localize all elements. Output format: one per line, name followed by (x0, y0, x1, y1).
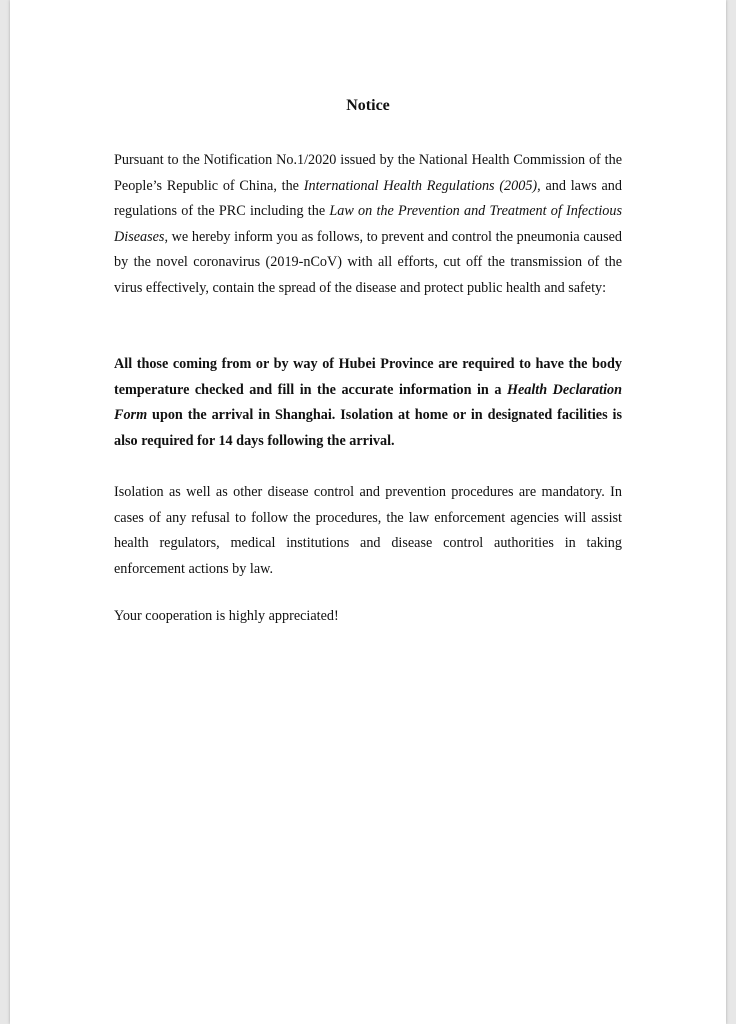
closing-paragraph (114, 604, 622, 630)
notice-title: Notice (346, 97, 390, 114)
intro-paragraph (114, 148, 622, 302)
enforcement-paragraph (114, 480, 622, 582)
enforcement-text: Isolation as well as other disease control and prevention procedures are mandatory. In cases of any refusal to follow the procedures, the law enforcement agencies will assist health regulators, medical institutions and disease control authorities in taking enforcement actions by law. (114, 484, 622, 577)
requirement-paragraph (114, 352, 622, 454)
document-page (10, 0, 726, 1024)
intro-text-part-1: Pursuant to the Notification No.1/2020 issued by the National Health Commission of the People’s Republic of China, the (114, 152, 622, 194)
intro-text-part-3: , we hereby inform you as follows, to prevent and control the pneumonia caused by the novel coronavirus (2019-nCoV) with all efforts, cut off the transmission of the virus effectively, contain the spread of the disease and protect public health and safety: (114, 228, 622, 296)
requirement-text-part-2: upon the arrival in Shanghai. Isolation at home or in designated facilities is also required for 14 days following the arrival. (114, 407, 622, 449)
closing-text: Your cooperation is highly appreciated! (114, 608, 339, 624)
health-declaration-form-title: Health Declaration Form (114, 381, 623, 424)
requirement-text-part-1: All those coming from or by way of Hubei Province are required to have the body temperature checked and fill in the accurate information in a (114, 356, 622, 398)
infectious-diseases-law-title: Law on the Prevention and Treatment of Infectious Diseases (114, 203, 622, 245)
intro-text-part-2: , and laws and regulations of the PRC including the (114, 177, 622, 220)
international-health-regulations-title: International Health Regulations (2005) (303, 177, 538, 194)
